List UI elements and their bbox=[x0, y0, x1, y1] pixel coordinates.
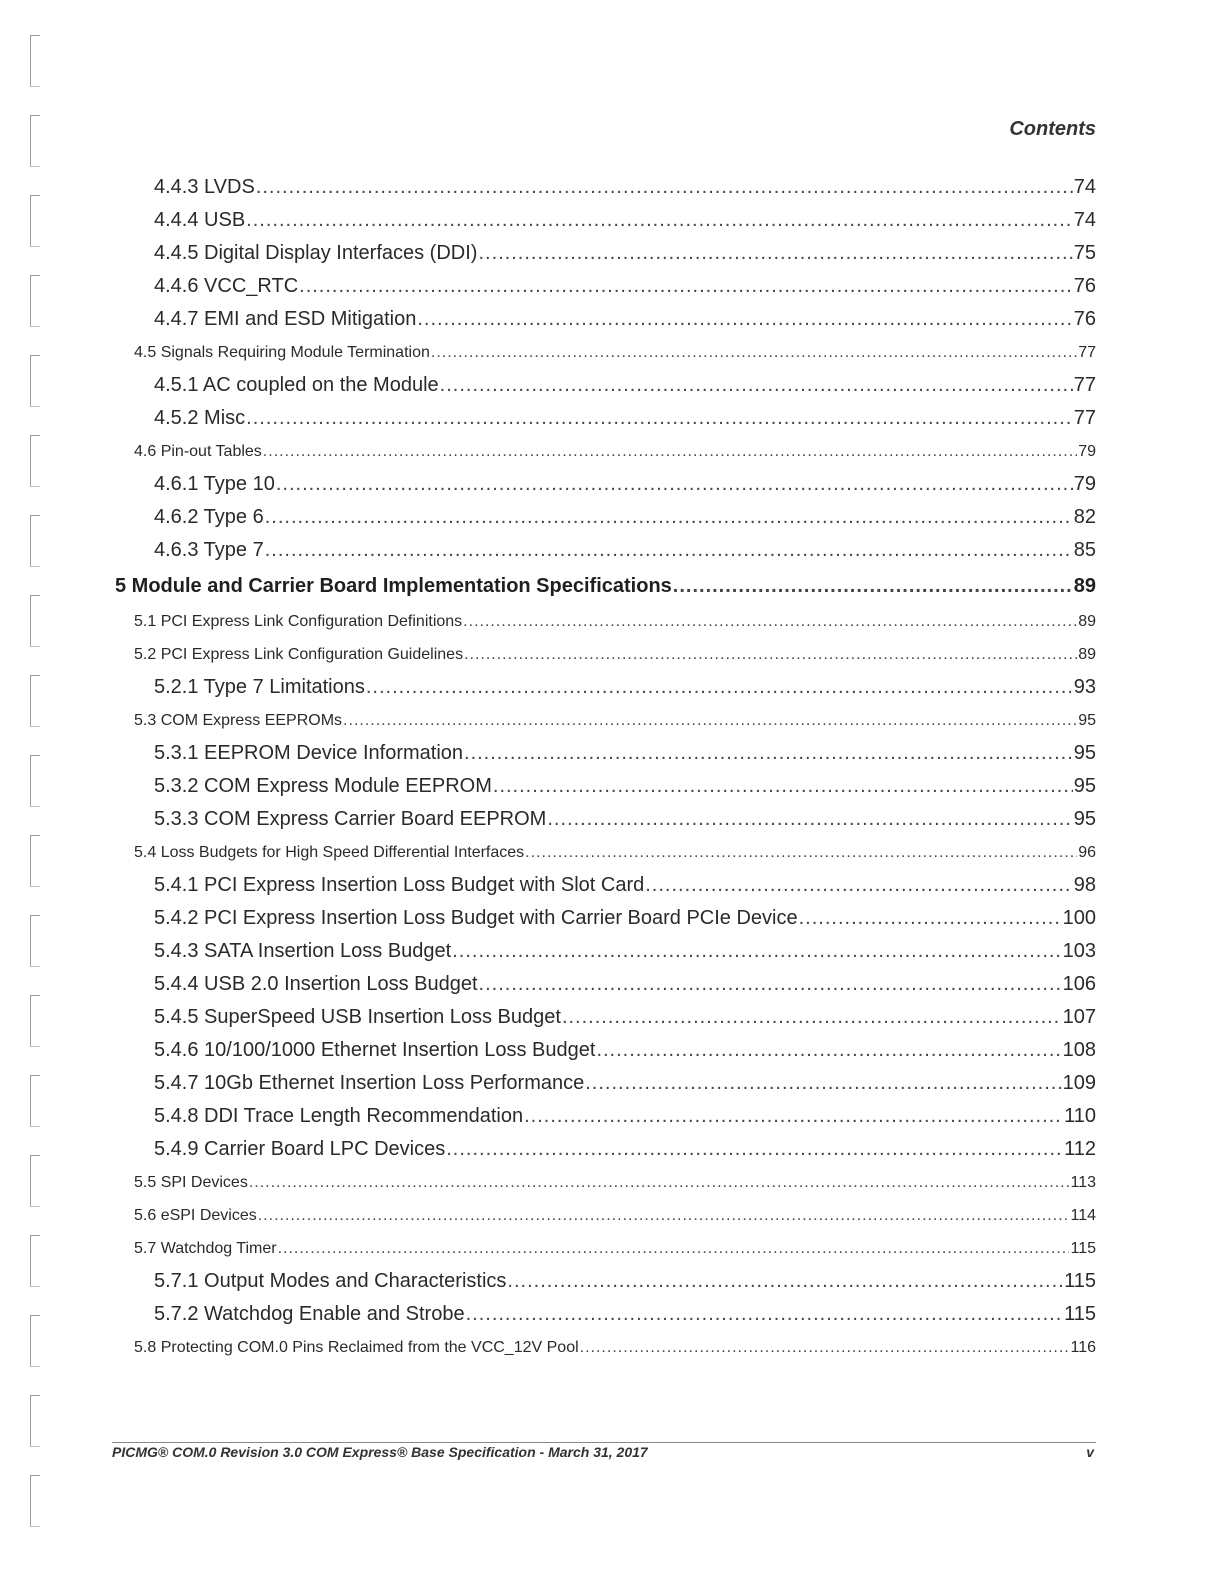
binder-hole-mark bbox=[30, 1475, 40, 1527]
toc-entry-title: 5.3.1 EEPROM Device Information bbox=[154, 742, 464, 764]
toc-entry-page-number: 100 bbox=[1062, 907, 1096, 929]
binder-hole-mark bbox=[30, 115, 40, 167]
toc-entry[interactable] bbox=[115, 336, 1096, 369]
toc-entry-page-number: 93 bbox=[1073, 676, 1096, 698]
toc-dot-leader bbox=[479, 968, 1062, 1001]
toc-entry[interactable] bbox=[115, 935, 1096, 968]
toc-entry[interactable] bbox=[115, 1232, 1096, 1265]
toc-entry[interactable] bbox=[115, 704, 1096, 737]
toc-entry[interactable] bbox=[115, 204, 1096, 237]
toc-entry[interactable] bbox=[115, 1199, 1096, 1232]
toc-entry-title: 5.4.6 10/100/1000 Ethernet Insertion Loss Budget bbox=[154, 1039, 596, 1061]
toc-entry-title: 5.4.4 USB 2.0 Insertion Loss Budget bbox=[154, 973, 478, 995]
binder-hole-mark bbox=[30, 275, 40, 327]
toc-entry[interactable] bbox=[115, 770, 1096, 803]
toc-entry-page-number: 112 bbox=[1064, 1138, 1096, 1160]
toc-entry-page-number: 74 bbox=[1073, 209, 1096, 231]
toc-entry[interactable] bbox=[115, 270, 1096, 303]
toc-entry-title: 5.2.1 Type 7 Limitations bbox=[154, 676, 365, 698]
toc-entry-title: 5.1 PCI Express Link Configuration Definitions bbox=[134, 613, 463, 630]
toc-dot-leader bbox=[463, 605, 1077, 638]
toc-entry-title: 5.4.3 SATA Insertion Loss Budget bbox=[154, 940, 452, 962]
binder-hole-mark bbox=[30, 435, 40, 487]
toc-entry[interactable] bbox=[115, 369, 1096, 402]
toc-dot-leader bbox=[478, 237, 1072, 270]
toc-entry[interactable] bbox=[115, 534, 1096, 567]
toc-dot-leader bbox=[493, 770, 1073, 803]
toc-dot-leader bbox=[596, 1034, 1061, 1067]
binder-hole-mark bbox=[30, 1155, 40, 1207]
toc-entry-page-number: 95 bbox=[1078, 712, 1096, 729]
toc-entry[interactable] bbox=[115, 1133, 1096, 1166]
toc-entry[interactable] bbox=[115, 435, 1096, 468]
toc-entry-title: 5.8 Protecting COM.0 Pins Reclaimed from the VCC_12V Pool bbox=[134, 1339, 579, 1356]
toc-dot-leader bbox=[249, 1166, 1070, 1199]
binder-hole-mark bbox=[30, 1315, 40, 1367]
toc-entry-title: 5.4.9 Carrier Board LPC Devices bbox=[154, 1138, 446, 1160]
toc-entry-page-number: 82 bbox=[1073, 506, 1096, 528]
toc-dot-leader bbox=[431, 336, 1077, 369]
toc-dot-leader bbox=[464, 638, 1077, 671]
toc-dot-leader bbox=[452, 935, 1061, 968]
toc-entry[interactable] bbox=[115, 468, 1096, 501]
toc-dot-leader bbox=[645, 869, 1073, 902]
toc-dot-leader bbox=[263, 435, 1077, 468]
toc-entry-title: 4.4.6 VCC_RTC bbox=[154, 275, 299, 297]
toc-dot-leader bbox=[276, 468, 1073, 501]
toc-entry-title: 4.6.2 Type 6 bbox=[154, 506, 264, 528]
toc-dot-leader bbox=[246, 204, 1073, 237]
toc-dot-leader bbox=[673, 567, 1073, 605]
toc-entry[interactable] bbox=[115, 1100, 1096, 1133]
toc-entry-page-number: 76 bbox=[1073, 308, 1096, 330]
toc-dot-leader bbox=[265, 534, 1073, 567]
toc-entry-title: 4.4.7 EMI and ESD Mitigation bbox=[154, 308, 417, 330]
toc-entry-title: 4.6.1 Type 10 bbox=[154, 473, 275, 495]
toc-entry[interactable] bbox=[115, 968, 1096, 1001]
toc-entry-page-number: 77 bbox=[1073, 374, 1096, 396]
toc-dot-leader bbox=[524, 1100, 1063, 1133]
toc-dot-leader bbox=[580, 1331, 1070, 1364]
binder-hole-mark bbox=[30, 755, 40, 807]
toc-entry-page-number: 96 bbox=[1078, 844, 1096, 861]
toc-entry-title: 4.4.3 LVDS bbox=[154, 176, 255, 198]
toc-dot-leader bbox=[256, 171, 1073, 204]
toc-dot-leader bbox=[466, 1298, 1064, 1331]
toc-entry-page-number: 107 bbox=[1062, 1006, 1096, 1028]
toc-entry-title: 5.4.2 PCI Express Insertion Loss Budget with Carrier Board PCIe Device bbox=[154, 907, 798, 929]
toc-entry-page-number: 89 bbox=[1078, 613, 1096, 630]
toc-dot-leader bbox=[366, 671, 1073, 704]
footer-page-number: v bbox=[1086, 1444, 1094, 1460]
toc-entry[interactable] bbox=[115, 237, 1096, 270]
toc-entry-title: 5.4.8 DDI Trace Length Recommendation bbox=[154, 1105, 524, 1127]
toc-entry-title: 5.6 eSPI Devices bbox=[134, 1207, 257, 1224]
toc-entry-page-number: 89 bbox=[1073, 575, 1096, 597]
toc-entry-title: 5.7.1 Output Modes and Characteristics bbox=[154, 1270, 507, 1292]
toc-entry[interactable] bbox=[115, 869, 1096, 902]
binder-hole-mark bbox=[30, 915, 40, 967]
toc-entry[interactable] bbox=[115, 836, 1096, 869]
toc-entry[interactable] bbox=[115, 737, 1096, 770]
toc-entry-page-number: 115 bbox=[1064, 1270, 1096, 1292]
toc-dot-leader bbox=[417, 303, 1072, 336]
toc-entry-title: 4.6.3 Type 7 bbox=[154, 539, 264, 561]
toc-entry-page-number: 77 bbox=[1078, 344, 1096, 361]
toc-entry-page-number: 76 bbox=[1073, 275, 1096, 297]
toc-entry-title: 4.6 Pin-out Tables bbox=[134, 443, 262, 460]
toc-dot-leader bbox=[278, 1232, 1070, 1265]
toc-dot-leader bbox=[464, 737, 1073, 770]
toc-dot-leader bbox=[547, 803, 1072, 836]
toc-entry[interactable] bbox=[115, 303, 1096, 336]
toc-entry-page-number: 95 bbox=[1073, 808, 1096, 830]
toc-entry-page-number: 108 bbox=[1062, 1039, 1096, 1061]
toc-entry-page-number: 103 bbox=[1062, 940, 1096, 962]
toc-dot-leader bbox=[799, 902, 1062, 935]
toc-entry[interactable] bbox=[115, 638, 1096, 671]
toc-entry-page-number: 113 bbox=[1070, 1174, 1096, 1191]
toc-entry-page-number: 85 bbox=[1073, 539, 1096, 561]
binder-hole-mark bbox=[30, 995, 40, 1047]
page-header-title: Contents bbox=[1009, 118, 1096, 140]
toc-entry-title: 5.5 SPI Devices bbox=[134, 1174, 248, 1191]
binder-hole-mark bbox=[30, 35, 40, 87]
toc-dot-leader bbox=[258, 1199, 1070, 1232]
toc-dot-leader bbox=[585, 1067, 1061, 1100]
toc-dot-leader bbox=[299, 270, 1073, 303]
toc-entry[interactable] bbox=[115, 803, 1096, 836]
toc-entry-title: 5.4.7 10Gb Ethernet Insertion Loss Performance bbox=[154, 1072, 585, 1094]
binder-hole-mark bbox=[30, 835, 40, 887]
toc-entry-page-number: 89 bbox=[1078, 646, 1096, 663]
toc-entry-title: 5.4 Loss Budgets for High Speed Differential Interfaces bbox=[134, 844, 525, 861]
toc-entry[interactable] bbox=[115, 567, 1096, 605]
toc-entry-page-number: 106 bbox=[1062, 973, 1096, 995]
toc-entry-page-number: 115 bbox=[1070, 1240, 1096, 1257]
binder-hole-mark bbox=[30, 195, 40, 247]
toc-entry-page-number: 115 bbox=[1064, 1303, 1096, 1325]
toc-entry-title: 5.4.1 PCI Express Insertion Loss Budget with Slot Card bbox=[154, 874, 645, 896]
toc-entry-page-number: 98 bbox=[1073, 874, 1096, 896]
toc-entry-title: 4.4.4 USB bbox=[154, 209, 246, 231]
toc-entry[interactable] bbox=[115, 1331, 1096, 1364]
toc-dot-leader bbox=[525, 836, 1077, 869]
toc-dot-leader bbox=[246, 402, 1073, 435]
toc-dot-leader bbox=[265, 501, 1073, 534]
binder-hole-mark bbox=[30, 355, 40, 407]
binder-hole-mark bbox=[30, 1075, 40, 1127]
toc-entry-title: 4.5 Signals Requiring Module Termination bbox=[134, 344, 430, 361]
toc-dot-leader bbox=[562, 1001, 1062, 1034]
toc-entry-page-number: 79 bbox=[1078, 443, 1096, 460]
binder-hole-mark bbox=[30, 1235, 40, 1287]
toc-entry[interactable] bbox=[115, 605, 1096, 638]
toc-entry[interactable] bbox=[115, 1001, 1096, 1034]
toc-entry-title: 5.3.3 COM Express Carrier Board EEPROM bbox=[154, 808, 547, 830]
toc-dot-leader bbox=[440, 369, 1073, 402]
toc-entry[interactable] bbox=[115, 1067, 1096, 1100]
toc-entry-title: 4.5.1 AC coupled on the Module bbox=[154, 374, 439, 396]
toc-entry-page-number: 79 bbox=[1073, 473, 1096, 495]
footer-divider bbox=[112, 1442, 1096, 1443]
toc-entry[interactable] bbox=[115, 1034, 1096, 1067]
toc-entry-title: 5.7 Watchdog Timer bbox=[134, 1240, 277, 1257]
toc-entry[interactable] bbox=[115, 1298, 1096, 1331]
toc-dot-leader bbox=[507, 1265, 1063, 1298]
toc-entry-title: 5.2 PCI Express Link Configuration Guidelines bbox=[134, 646, 464, 663]
toc-entry-title: 4.4.5 Digital Display Interfaces (DDI) bbox=[154, 242, 478, 264]
toc-entry-page-number: 109 bbox=[1062, 1072, 1096, 1094]
binder-hole-mark bbox=[30, 595, 40, 647]
toc-entry[interactable] bbox=[115, 402, 1096, 435]
binder-hole-mark bbox=[30, 675, 40, 727]
toc-entry-page-number: 110 bbox=[1064, 1105, 1096, 1127]
toc-dot-leader bbox=[343, 704, 1077, 737]
toc-entry[interactable] bbox=[115, 501, 1096, 534]
toc-entry-page-number: 116 bbox=[1070, 1339, 1096, 1356]
toc-entry-title: 4.5.2 Misc bbox=[154, 407, 246, 429]
toc-entry-title: 5.7.2 Watchdog Enable and Strobe bbox=[154, 1303, 465, 1325]
toc-dot-leader bbox=[446, 1133, 1063, 1166]
toc-entry[interactable] bbox=[115, 671, 1096, 704]
toc-entry[interactable] bbox=[115, 902, 1096, 935]
toc-entry-page-number: 114 bbox=[1070, 1207, 1096, 1224]
toc-entry-page-number: 74 bbox=[1073, 176, 1096, 198]
toc-entry-page-number: 95 bbox=[1073, 775, 1096, 797]
toc-entry-page-number: 95 bbox=[1073, 742, 1096, 764]
toc-entry[interactable] bbox=[115, 171, 1096, 204]
binder-holes bbox=[22, 30, 52, 1560]
toc-entry-title: 5.3 COM Express EEPROMs bbox=[134, 712, 343, 729]
toc-entry[interactable] bbox=[115, 1265, 1096, 1298]
toc-entry-title: 5.3.2 COM Express Module EEPROM bbox=[154, 775, 492, 797]
toc-entry-title: 5.4.5 SuperSpeed USB Insertion Loss Budget bbox=[154, 1006, 561, 1028]
toc-entry-title: 5 Module and Carrier Board Implementation Specifications bbox=[115, 575, 672, 597]
footer-document-title: PICMG® COM.0 Revision 3.0 COM Express® Base Specification - March 31, 2017 bbox=[112, 1444, 648, 1460]
toc-entry-page-number: 77 bbox=[1073, 407, 1096, 429]
toc-entry[interactable] bbox=[115, 1166, 1096, 1199]
binder-hole-mark bbox=[30, 515, 40, 567]
table-of-contents bbox=[115, 171, 1096, 1364]
toc-entry-page-number: 75 bbox=[1073, 242, 1096, 264]
binder-hole-mark bbox=[30, 1395, 40, 1447]
